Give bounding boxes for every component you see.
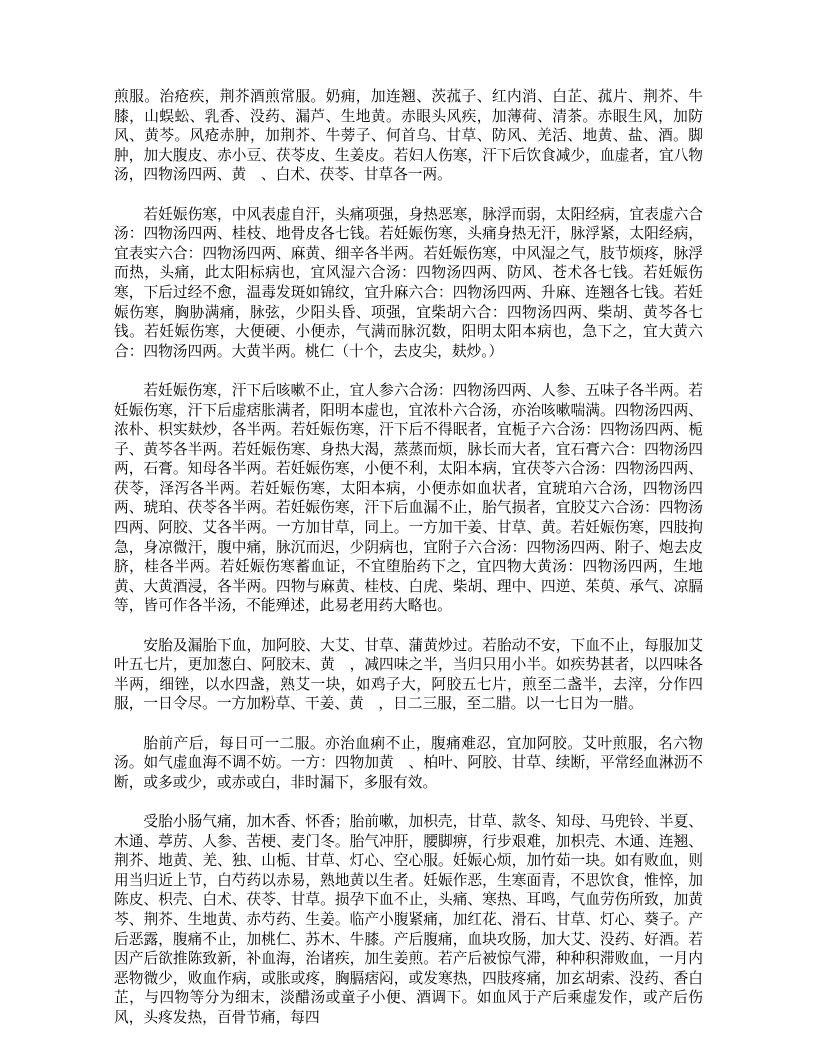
paragraph-stabilize-fetus-bleeding: 安胎及漏胎下血，加阿胶、大艾、甘草、蒲黄炒过。若胎动不安，下血不止，每服加艾叶五七片，更加葱白、阿胶末、黄 ，减四味之半，当归只用小半。如疾势甚者，以四味各半两，细锉，以水四盏，熟艾一块，如鸡子大，阿胶五七片，煎至二盏半，去滓，分作四服，一日令尽。一方加粉草、干姜、黄 ，日二三服，至二腊。以一七日为一腊。 xyxy=(114,637,703,713)
paragraph-post-sweat-purge-variants: 若妊娠伤寒，汗下后咳嗽不止，宜人参六合汤：四物汤四两、人参、五味子各半两。若妊娠伤寒，汗下后虚痞胀满者，阳明本虚也，宜浓朴六合汤，亦治咳嗽喘满。四物汤四两、浓朴、枳实麸炒，各半两。若妊娠伤寒，汗下后不得眠者，宜栀子六合汤：四物汤四两、栀子、黄芩各半两。若妊娠伤寒、身热大渴，蒸蒸而烦，脉长而大者，宜石膏六合：四物汤四两，石膏。知母各半两。若妊娠伤寒，小便不利，太阳本病，宜茯苓六合汤：四物汤四两、茯苓，泽泻各半两。若妊娠伤寒，太阳本病，小便赤如血状者，宜琥珀六合汤，四物汤四两、琥珀、茯苓各半两。若妊娠伤寒，汗下后血漏不止，胎气损者，宜胶艾六合汤：四物汤四两、阿胶、艾各半两。一方加甘草，同上。一方加干姜、甘草、黄。若妊娠伤寒，四肢拘急，身凉微汗，腹中痛，脉沉而迟，少阴病也，宜附子六合汤：四物汤四两、附子、炮去皮脐，桂各半两。若妊娠伤寒蓄血证，不宜堕胎药下之，宜四物大黄汤：四物汤四两，生地黄、大黄酒浸，各半两。四物与麻黄、桂枝、白虎、柴胡、理中、四逆、茱萸、承气、凉膈等，皆可作各半汤，不能殚述，此易老用药大略也。 xyxy=(114,382,703,615)
paragraph-prenatal-postpartum-dosing: 胎前产后，每日可一二服。亦治血痢不止，腹痛难忍，宜加阿胶。艾叶煎服，名六物汤。如气虚血海不调不妨。一方：四物加黄 、柏叶、阿胶、甘草、续断，平常经血淋沥不断，或多或少，或赤或白，非时漏下，多服有效。 xyxy=(114,735,703,791)
paragraph-continuation: 煎服。治疮疾，荆芥酒煎常服。奶痈，加连翘、茨菰子、红内消、白芷、菰片、荆芥、牛膝，山蜈蚣、乳香、没药、漏芦、生地黄。赤眼头风疾，加薄荷、清茶。赤眼生风，加防风、黄芩。风疮赤肿，加荆芥、牛蒡子、何首乌、甘草、防风、羌活、地黄、盐、酒。脚肿，加大腹皮、赤小豆、茯苓皮、生姜皮。若妇人伤寒，汗下后饮食减少，血虚者，宜八物汤，四物汤四两、黄 、白术、茯苓、甘草各一两。 xyxy=(114,89,703,184)
paragraph-pregnancy-cold-damage-liuhe: 若妊娠伤寒，中风表虚自汗，头痛项强，身热恶寒，脉浮而弱，太阳经病，宜表虚六合汤：四物汤四两、桂枝、地骨皮各七钱。若妊娠伤寒，头痛身热无汗，脉浮紧，太阳经病，宜表实六合：四物汤四两、麻黄、细辛各半两。若妊娠伤寒，中风湿之气，肢节烦疼，脉浮而热，头痛，此太阳标病也，宜风湿六合汤：四物汤四两、防风、苍术各七钱。若妊娠伤寒，下后过经不愈，温毒发斑如锦纹，宜升麻六合：四物汤四两、升麻、连翘各七钱。若妊娠伤寒，胸胁满痛，脉弦，少阳头昏、项强，宜柴胡六合：四物汤四两、柴胡、黄芩各七钱。若妊娠伤寒，大便硬、小便赤，气满而脉沉数，阳明太阳本病也，急下之，宜大黄六合：四物汤四两。大黄半两。桃仁（十个，去皮尖，麸炒。） xyxy=(114,206,703,360)
paragraph-additions-by-symptom: 受胎小肠气痛，加木香、怀香；胎前嗽，加枳壳，甘草、款冬、知母、马兜铃、半夏、木通、葶苈、人参、苦梗、麦门冬。胎气冲肝，腰脚痹，行步艰难，加枳壳、木通、连翘、荆芥、地黄、羌、独、山栀、甘草、灯心、空心服。妊娠心烦，加竹茹一块。如有败血，则用当归近上节，白芍药以赤易，熟地黄以生者。妊娠作恶，生寒面青，不思饮食，惟悴，加陈皮、枳壳、白术、茯苓、甘草。损孕下血不止，头痛、寒热、耳鸣，气血劳伤所致，加黄芩、荆芥、生地黄、赤芍药、生姜。临产小腹紧痛，加红花、滑石、甘草、灯心、葵子。产后恶露，腹痛不止，加桃仁、苏木、牛膝。产后腹痛，血块攻肠，加大艾、没药、好酒。若因产后欲推陈致新，补血海，治诸疾，加生姜煎。若产后被惊气滞，种种积滞败血，一月内恶物微少，败血作病，或胀或疼，胸膈痞闷，或发寒热，四肢疼痛，加玄胡索、没药、香白芷，与四物等分为细末，淡醋汤或童子小便、酒调下。如血风于产后乘虚发作，或产后伤风，头疼发热，百骨节痛，每四 xyxy=(114,813,703,1026)
text-content xyxy=(114,88,703,1048)
